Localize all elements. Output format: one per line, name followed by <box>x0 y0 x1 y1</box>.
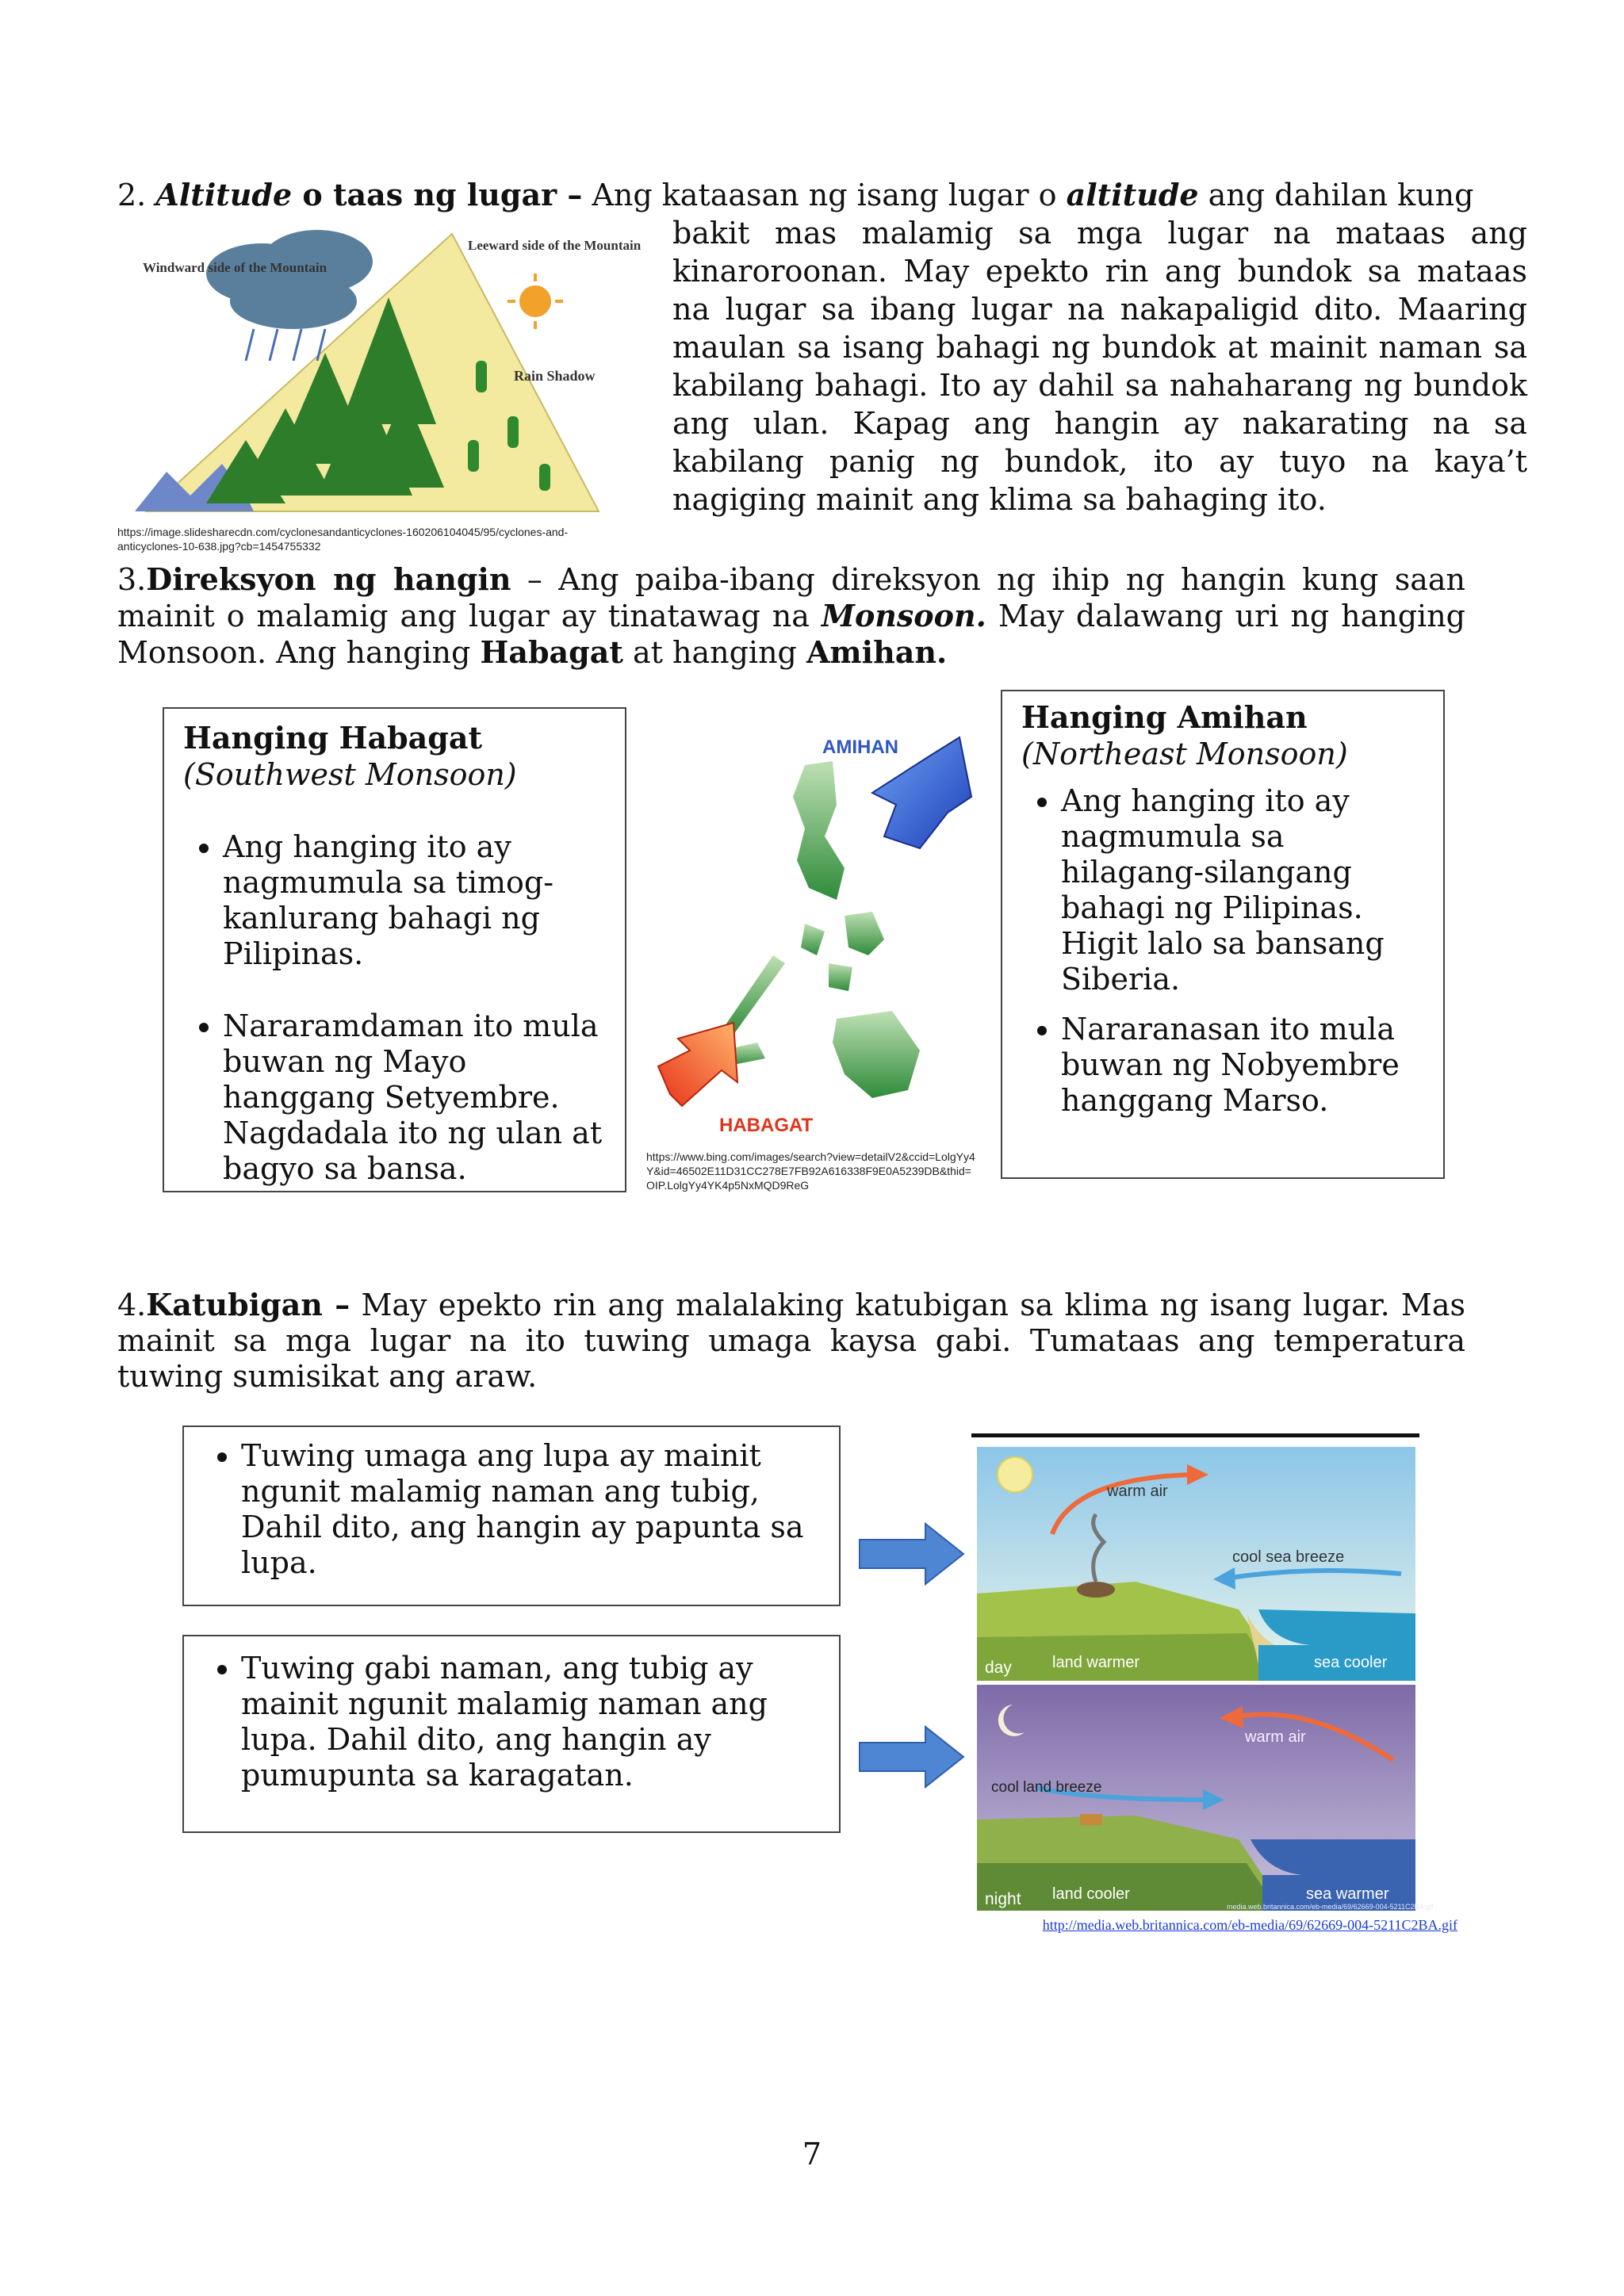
amihan-bullet-2: • Nararanasan ito mula buwan ng Nobyembre hanggang Marso. <box>1061 1012 1429 1119</box>
habagat-bullet-1: • Ang hanging ito ay nagmumula sa timog-kanlurang bahagi ng Pilipinas. <box>223 829 611 972</box>
map-caption: https://www.bing.com/images/search?view=detailV2&ccid=LolgYy4Y&id=46502E11D31CC278E7FB92A616338F9E0A5239DB&thid=OIP.LolgYy4YK4p5NxMQD9ReG <box>646 1150 975 1192</box>
katubigan-paragraph: 4.Katubigan – May epekto rin ang malalaking katubigan sa klima ng isang lugar. Mas mainit sa mga lugar na ito tuwing umaga kaysa gabi. Tumataas ang temperatura tuwing sumisikat ang araw. <box>117 1287 1465 1394</box>
night-sea-label: sea warmer <box>1306 1885 1389 1903</box>
habagat-map-label: HABAGAT <box>719 1115 814 1136</box>
day-sea-breeze-panel <box>977 1447 1415 1681</box>
day-land-label: land warmer <box>1052 1654 1140 1671</box>
habagat-title: Hanging Habagat <box>183 720 483 756</box>
night-warm-air-label: warm air <box>1245 1728 1306 1746</box>
day-explanation-box <box>182 1425 841 1606</box>
habagat-box <box>163 707 626 1192</box>
mountain-rain-shadow-figure <box>135 226 642 523</box>
altitude-heading-line: 2. Altitude o taas ng lugar – Ang kataasan ng isang lugar o altitude ang dahilan kung <box>117 177 1474 212</box>
night-explanation-text: • Tuwing gabi naman, ang tubig ay mainit ngunit malamig naman ang lupa. Dahil dito, ang hangin ay pumupunta sa karagatan. <box>241 1651 823 1793</box>
amihan-title: Hanging Amihan <box>1021 699 1308 735</box>
night-label: night <box>985 1890 1021 1908</box>
day-label: day <box>985 1659 1012 1677</box>
night-cool-land-breeze-label: cool land breeze <box>991 1779 1102 1796</box>
windward-label: Windward side of the Mountain <box>143 260 327 275</box>
direksyon-term: Direksyon ng hangin <box>146 561 511 597</box>
britannica-link[interactable]: http://media.web.britannica.com/eb-media/69/62669-004-5211C2BA.gif <box>1042 1917 1457 1933</box>
day-cool-sea-breeze-label: cool sea breeze <box>1232 1548 1345 1566</box>
figure-top-rule <box>971 1433 1419 1437</box>
night-credit: media.web.britannica.com/eb-media/69/62669-004-5211C2BA.gif <box>1227 1903 1434 1911</box>
amihan-subtitle: (Northeast Monsoon) <box>1021 737 1348 771</box>
amihan-box <box>1001 690 1445 1179</box>
arrow-to-night-icon <box>858 1725 965 1789</box>
night-explanation-box <box>182 1635 841 1833</box>
day-warm-air-label: warm air <box>1107 1483 1168 1500</box>
leeward-label: Leeward side of the Mountain <box>468 238 642 253</box>
habagat-subtitle: (Southwest Monsoon) <box>183 757 517 792</box>
arrow-to-day-icon <box>858 1522 965 1586</box>
rain-shadow-label: Rain Shadow <box>514 368 596 384</box>
mountain-caption: https://image.slidesharecdn.com/cyclonesandanticyclones-160206104045/95/cyclones-and-anticyclones-10-638.jpg?cb=1454755332 <box>117 526 569 553</box>
amihan-bullet-1: • Ang hanging ito ay nagmumula sa hilagang-silangang bahagi ng Pilipinas. Higit lalo sa bansang Siberia. <box>1061 783 1429 997</box>
night-land-label: land cooler <box>1052 1885 1130 1903</box>
katubigan-term: Katubigan – <box>146 1287 350 1322</box>
day-sea-label: sea cooler <box>1314 1654 1388 1671</box>
habagat-bullet-2: • Nararamdaman ito mula buwan ng Mayo hanggang Setyembre. Nagdadala ito ng ulan at bagyo sa bansa. <box>223 1008 611 1187</box>
altitude-body: bakit mas malamig sa mga lugar na mataas ang kinaroroonan. May epekto rin ang bundok sa mataas na lugar sa ibang lugar na nakapaligid dito. Maaring maulan sa isang bahagi ng bundok at mainit naman sa kabilang bahagi. Ito ay dahil sa nahaharang ng bundok ang ulan. Kapag ang hangin ay nakarating na sa kabilang panig ng bundok, ito ay tuyo na kaya’t nagiging mainit ang klima sa bahaging ito. <box>672 216 1527 517</box>
night-land-breeze-panel <box>977 1685 1434 1911</box>
day-explanation-text: • Tuwing umaga ang lupa ay mainit ngunit malamig naman ang tubig, Dahil dito, ang hangin ay papunta sa lupa. <box>241 1438 823 1581</box>
amihan-map-label: AMIHAN <box>822 737 898 758</box>
philippines-monsoon-map <box>646 718 979 1146</box>
direksyon-paragraph: 3.Direksyon ng hangin – Ang paiba-ibang direksyon ng ihip ng hangin kung saan mainit o malamig ang lugar ay tinatawag na Monsoon. May dalawang uri ng hanging Monsoon. Ang hanging Habagat at hanging Amihan. <box>117 561 1466 670</box>
altitude-term: Altitude <box>155 177 293 212</box>
page-number: 7 <box>802 2137 822 2172</box>
